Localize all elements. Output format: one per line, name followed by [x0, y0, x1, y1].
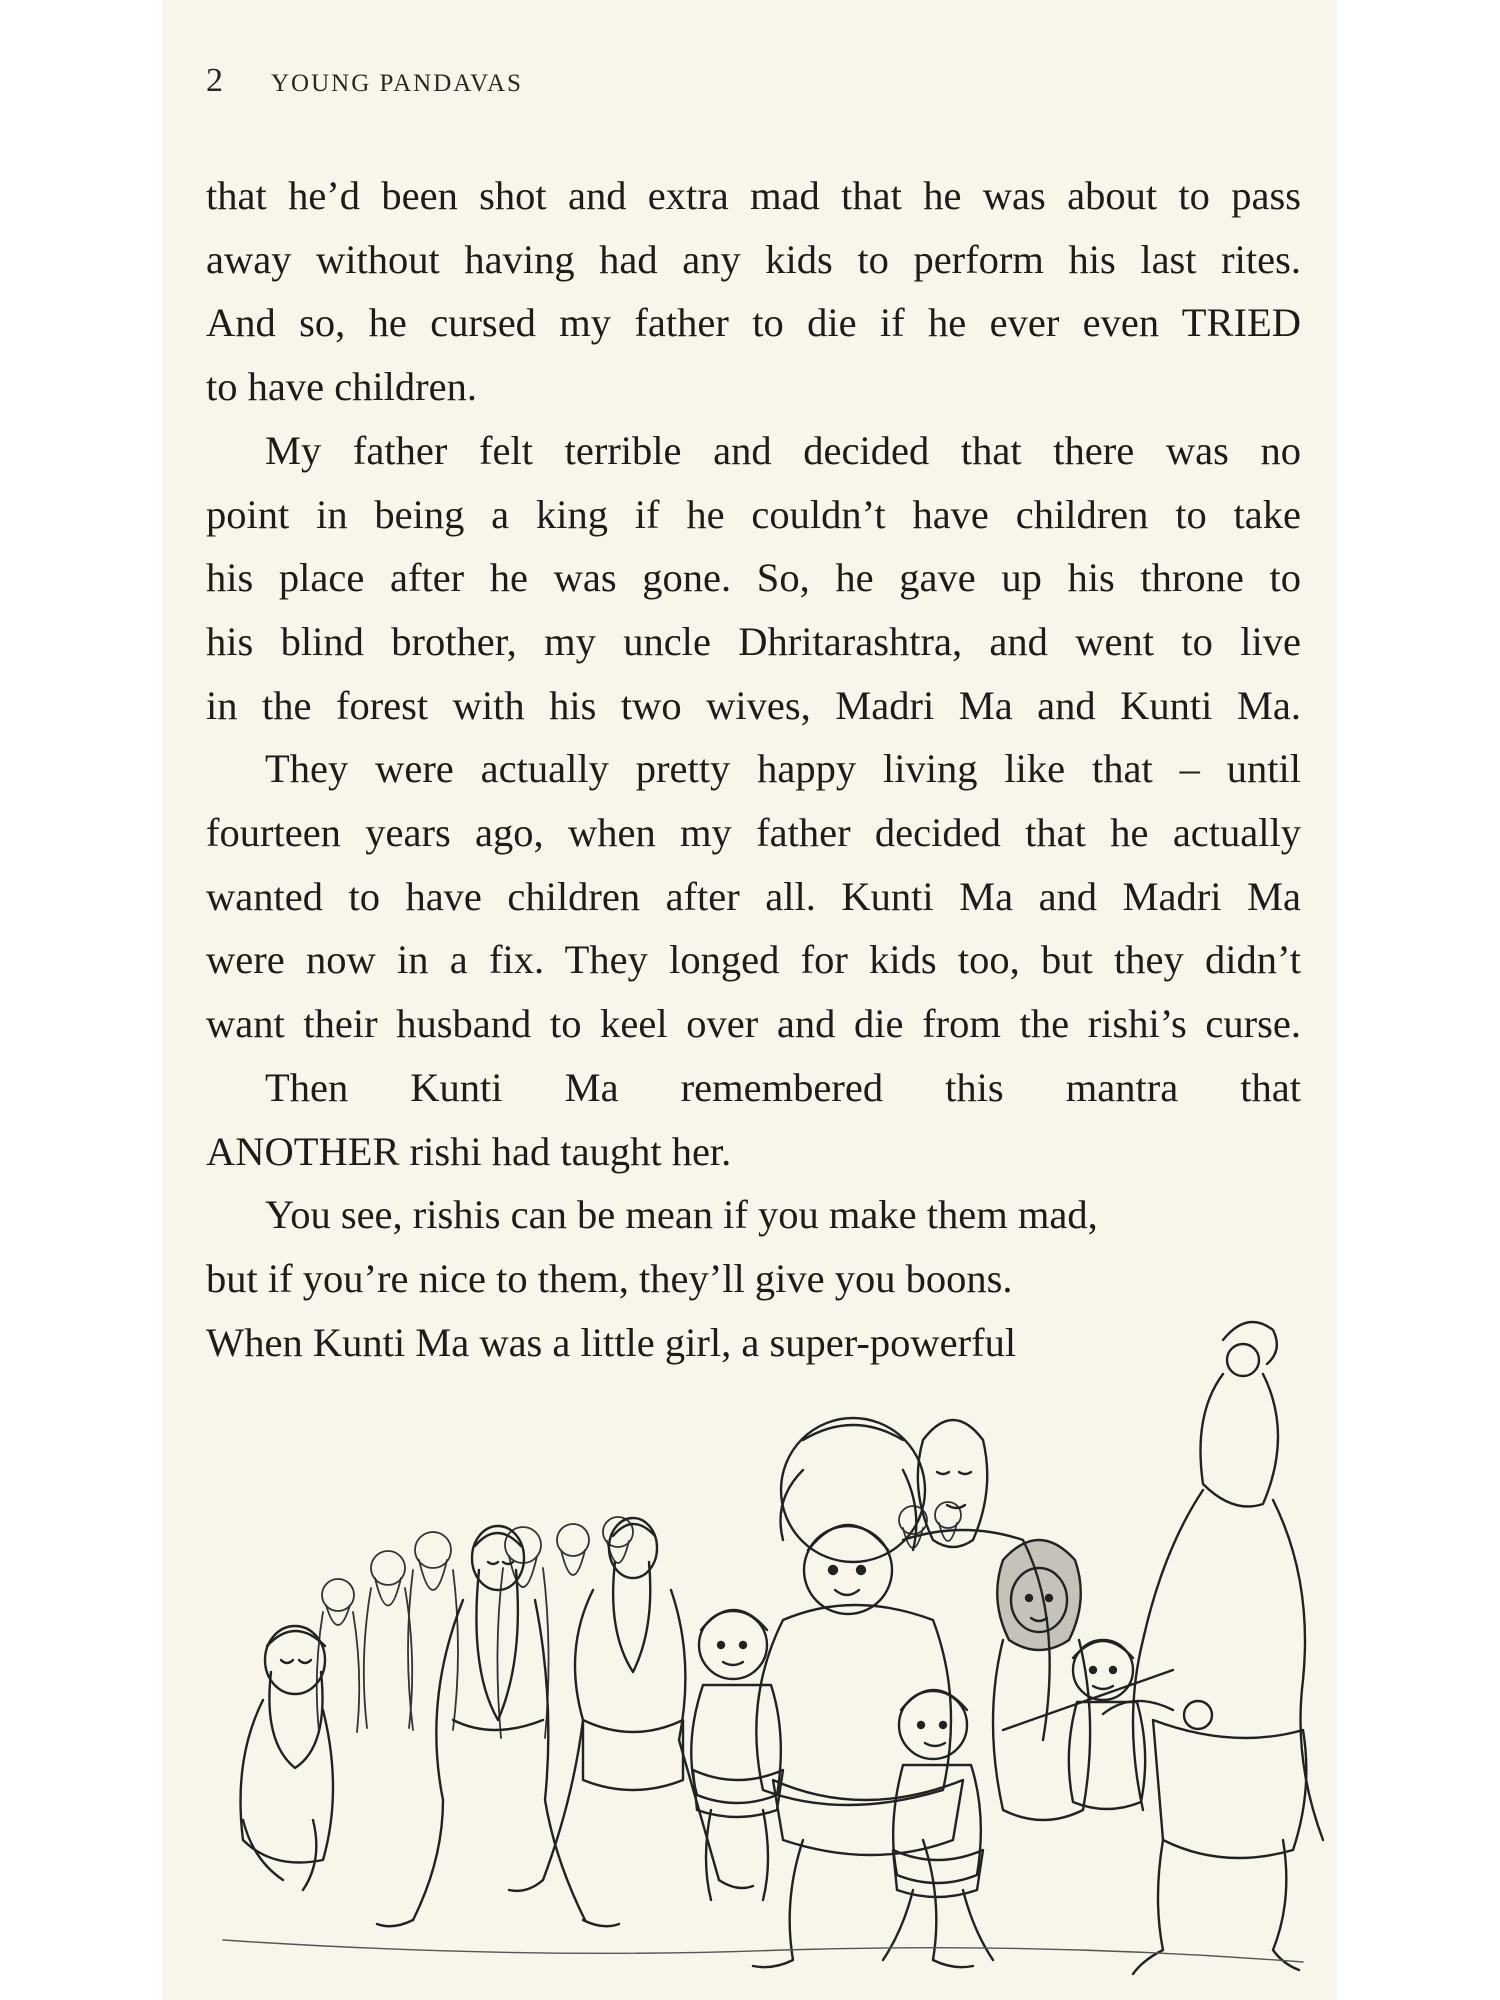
book-page: [163, 0, 1337, 2000]
text-line: ANOTHER rishi had taught her.: [206, 1128, 732, 1174]
text-line: his blind brother, my uncle Dhritarashtra, and went to live: [206, 618, 1301, 664]
text-line: were now in a fix. They longed for kids too, but they didn’t: [206, 937, 1301, 983]
book-title: YOUNG PANDAVAS: [271, 70, 523, 97]
page-number: 2: [206, 62, 223, 99]
text-line: When Kunti Ma was a little girl, a super-powerful: [206, 1319, 1017, 1365]
rishi-left: [241, 1626, 334, 1890]
text-line: point in being a king if he couldn’t have children to take: [206, 491, 1301, 537]
paragraph: [206, 1056, 1301, 1183]
text-line: And so, he cursed my father to die if he ever even TRIED: [206, 300, 1301, 346]
paragraph: [206, 419, 1301, 738]
text-line: his place after he was gone. So, he gave up his throne to: [206, 555, 1301, 601]
tall-rishi-right: [1103, 1322, 1323, 1974]
text-line: but if you’re nice to them, they’ll give you boons.: [206, 1255, 1013, 1301]
crowd-illustration: [163, 1300, 1337, 2000]
paragraph: [206, 164, 1301, 419]
text-line: They were actually pretty happy living like that – until: [265, 746, 1301, 792]
text-line: in the forest with his two wives, Madri Ma and Kunti Ma.: [206, 682, 1301, 728]
text-line: You see, rishis can be mean if you make them mad,: [265, 1192, 1098, 1238]
background-rishis: [317, 1502, 961, 1738]
text-line: fourteen years ago, when my father decided that he actually: [206, 810, 1301, 856]
text-line: wanted to have children after all. Kunti Ma and Madri Ma: [206, 873, 1301, 919]
boy-front: [883, 1690, 993, 1960]
text-line: to have children.: [206, 364, 478, 410]
text-line: want their husband to keel over and die from the rishi’s curse.: [206, 1001, 1301, 1047]
text-line: away without having had any kids to perform his last rites.: [206, 236, 1301, 282]
text-line: Then Kunti Ma remembered this mantra that: [265, 1064, 1301, 1110]
running-head: [206, 62, 523, 100]
rishi-walking: [509, 1518, 753, 1891]
text-line: that he’d been shot and extra mad that he was about to pass: [206, 173, 1301, 218]
ground-line: [223, 1940, 1303, 1962]
text-line: My father felt terrible and decided that there was no: [265, 427, 1301, 473]
pot: [781, 1418, 925, 1562]
paragraph: [206, 737, 1301, 1056]
body-text: [206, 164, 1301, 1374]
